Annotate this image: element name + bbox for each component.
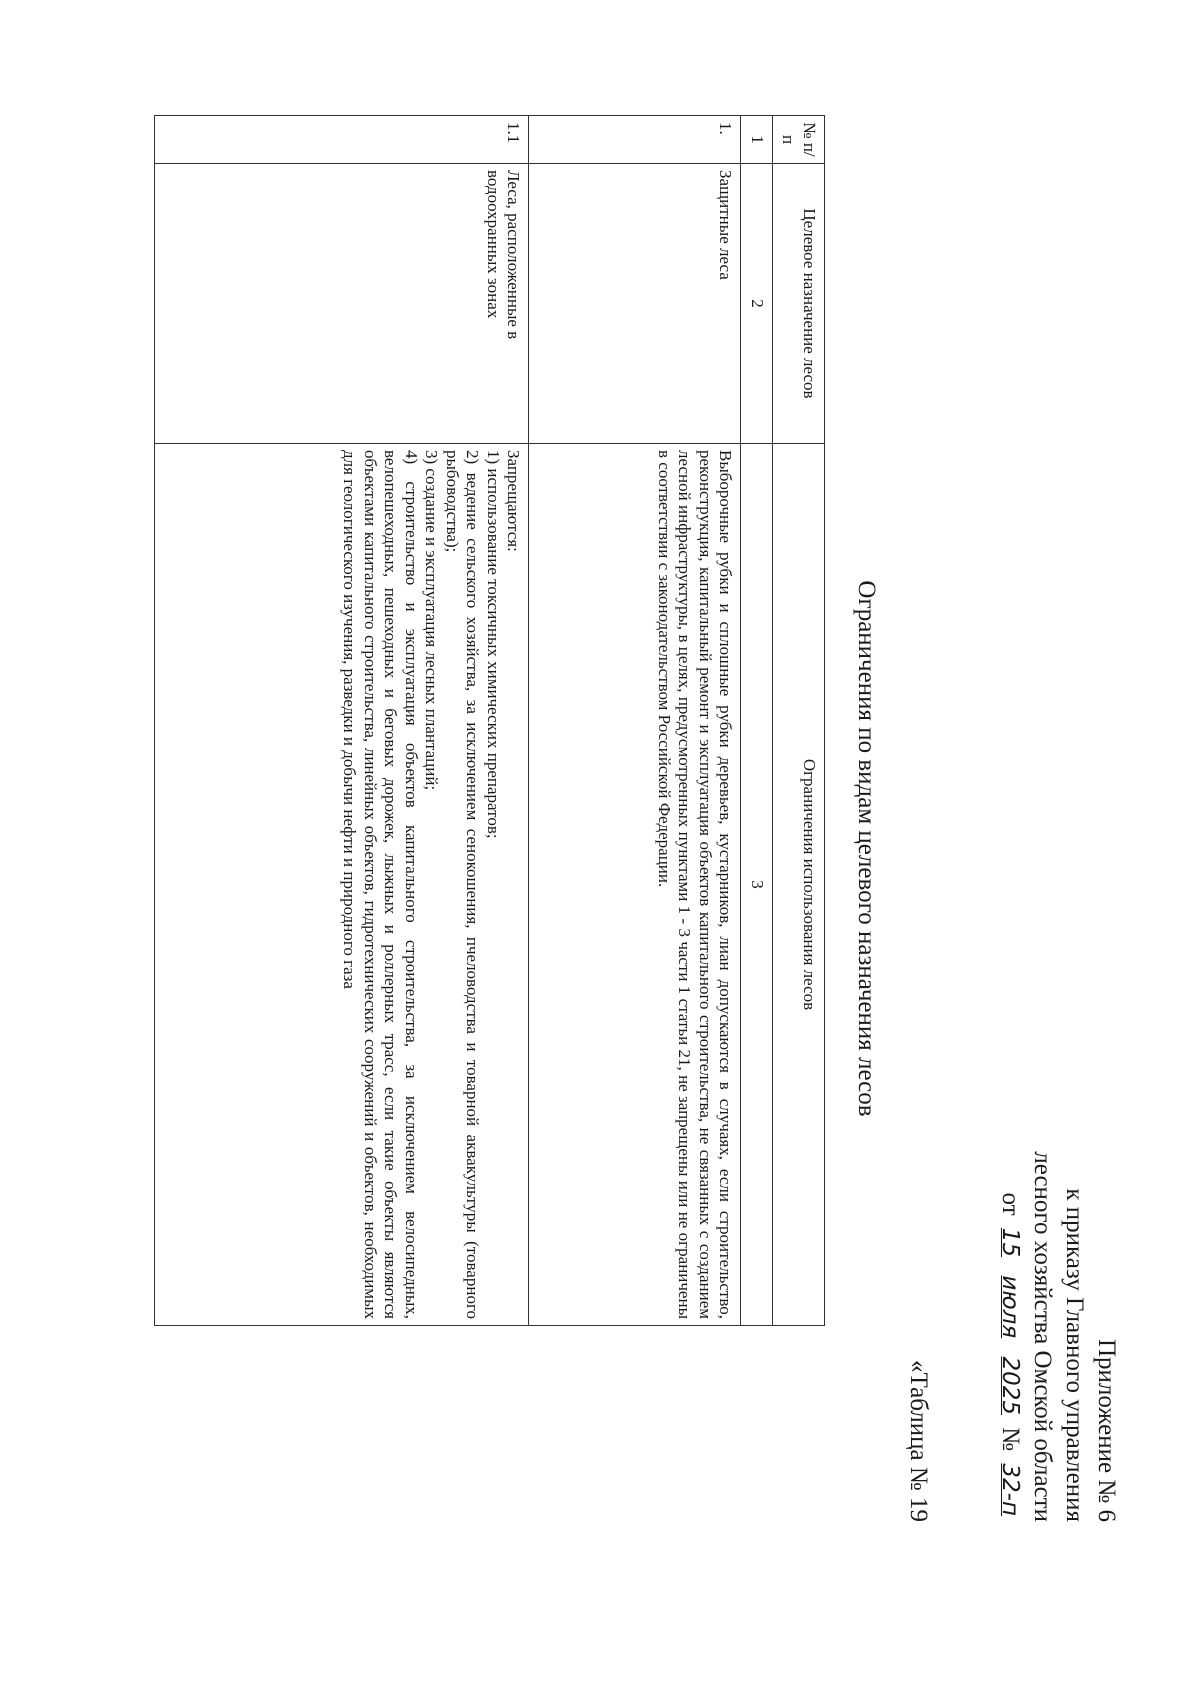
header-cell-purpose: Целевое назначение лесов <box>773 164 825 444</box>
header-cell-restrictions: Ограничения использования лесов <box>773 444 825 1326</box>
order-reference: к приказу Главного управления <box>1061 1188 1088 1522</box>
handwritten-year: 2025 <box>997 1356 1023 1416</box>
column-number-2: 2 <box>741 164 773 444</box>
header-cell-number: № п/п <box>773 116 825 164</box>
table-label: «Таблица № 19 <box>905 1359 932 1522</box>
restrictions-table <box>155 115 826 1326</box>
order-date-line <box>994 1151 1026 1522</box>
appendix-number: Приложение № 6 <box>1093 1338 1120 1522</box>
handwritten-month: июля <box>997 1275 1023 1339</box>
table-row <box>529 116 741 1326</box>
handwritten-day: 15 <box>997 1227 1023 1258</box>
document-title: Ограничения по видам целевого назначения лесов <box>853 580 880 1117</box>
appendix-header <box>994 1151 1122 1522</box>
row-purpose: Защитные леса <box>529 164 741 444</box>
table-row <box>155 116 529 1326</box>
row-restrictions: Выборочные рубки и сплошные рубки деревьев, кустарников, лиан допускаются в случаях, если строительство, реконструкция, капитальный ремонт и эксплуатация объектов капитального строительства, не связанных с созданием лесной инфраструктуры, в целях, предусмотренных пунктами 1 - 3 части 1 статьи 21, не запрещены или не ограничены в соответствии с законодательством Российской Федерации. <box>529 444 741 1326</box>
column-number-row <box>741 116 773 1326</box>
column-number-1: 1 <box>741 116 773 164</box>
row-purpose: Леса, расположенные в водоохранных зонах <box>155 164 529 444</box>
row-number: 1. <box>529 116 741 164</box>
number-label: № <box>997 1427 1024 1452</box>
table-header-row <box>773 116 825 1326</box>
row-number: 1.1 <box>155 116 529 164</box>
row-restrictions: Запрещаются: 1) использование токсичных химических препаратов; 2) ведение сельского хозяйства, за исключением сенокошения, пчеловодства и товарной аквакультуры (товарного рыбоводства); 3) создание и эксплуатация лесных плантаций; 4) строительство и эксплуатация объектов капитального строительства, за исключением велосипедных, велопешеходных, пешеходных и беговых дорожек, лыжных и роллерных трасс, если такие объекты являются объектами капитального строительства, линейных объектов, гидротехнических сооружений и объектов, необходимых для геологического изучения, разведки и добычи нефти и природного газа <box>155 444 529 1326</box>
column-number-3: 3 <box>741 444 773 1326</box>
authority-name: лесного хозяйства Омской области <box>1029 1151 1056 1522</box>
from-label: от <box>997 1192 1024 1216</box>
handwritten-order-number: 32-п <box>997 1463 1023 1516</box>
